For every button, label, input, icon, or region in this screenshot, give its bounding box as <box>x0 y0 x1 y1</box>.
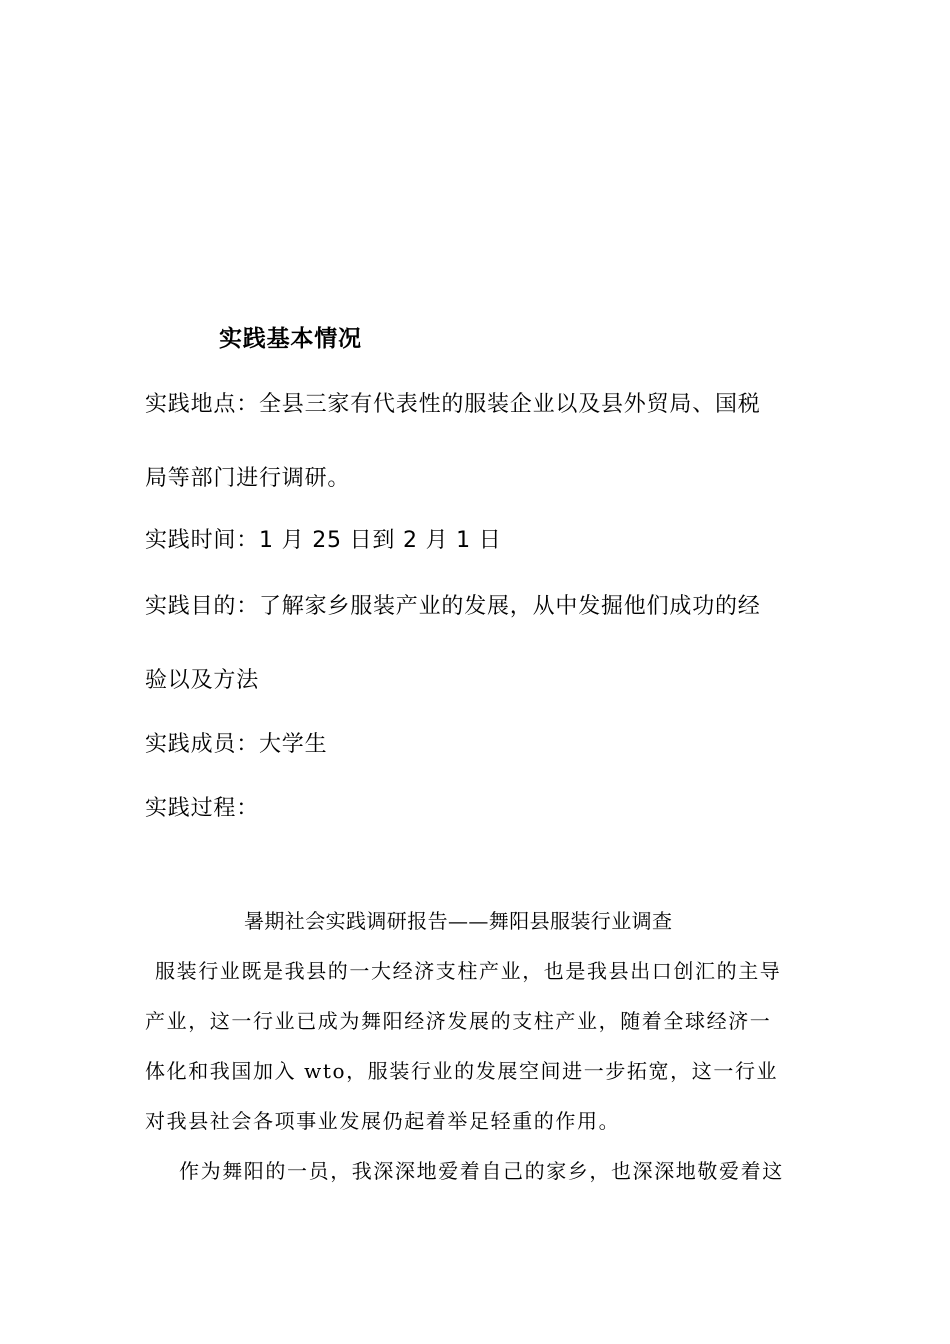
process-line: 实践过程： <box>145 796 260 821</box>
paragraph-1-line-3: 体化和我国加入 wto，服装行业的发展空间进一步拓宽，这一行业 <box>145 1059 779 1083</box>
location-line-1: 实践地点：全县三家有代表性的服装企业以及县外贸局、国税 <box>145 392 761 417</box>
paragraph-1-line-4: 对我县社会各项事业发展仍起着举足轻重的作用。 <box>145 1109 621 1133</box>
location-line-2: 局等部门进行调研。 <box>145 466 351 491</box>
report-title: 暑期社会实践调研报告——舞阳县服装行业调查 <box>244 909 673 933</box>
members-line: 实践成员：大学生 <box>145 732 328 757</box>
time-label: 实践时间： <box>145 528 260 553</box>
paragraph-2-line-1: 作为舞阳的一员，我深深地爱着自己的家乡，也深深地敬爱着这 <box>179 1159 784 1183</box>
paragraph-1-line-2: 产业，这一行业已成为舞阳经济发展的支柱产业，随着全球经济一 <box>145 1009 772 1033</box>
time-line <box>145 528 502 554</box>
paragraph-1-line-1: 服装行业既是我县的一大经济支柱产业，也是我县出口创汇的主导 <box>155 959 782 983</box>
time-value: 1 月 25 日到 2 月 1 日 <box>259 528 502 553</box>
purpose-line-2: 验以及方法 <box>145 668 260 693</box>
purpose-line-1: 实践目的：了解家乡服装产业的发展，从中发掘他们成功的经 <box>145 594 761 619</box>
section-heading: 实践基本情况 <box>219 325 362 352</box>
